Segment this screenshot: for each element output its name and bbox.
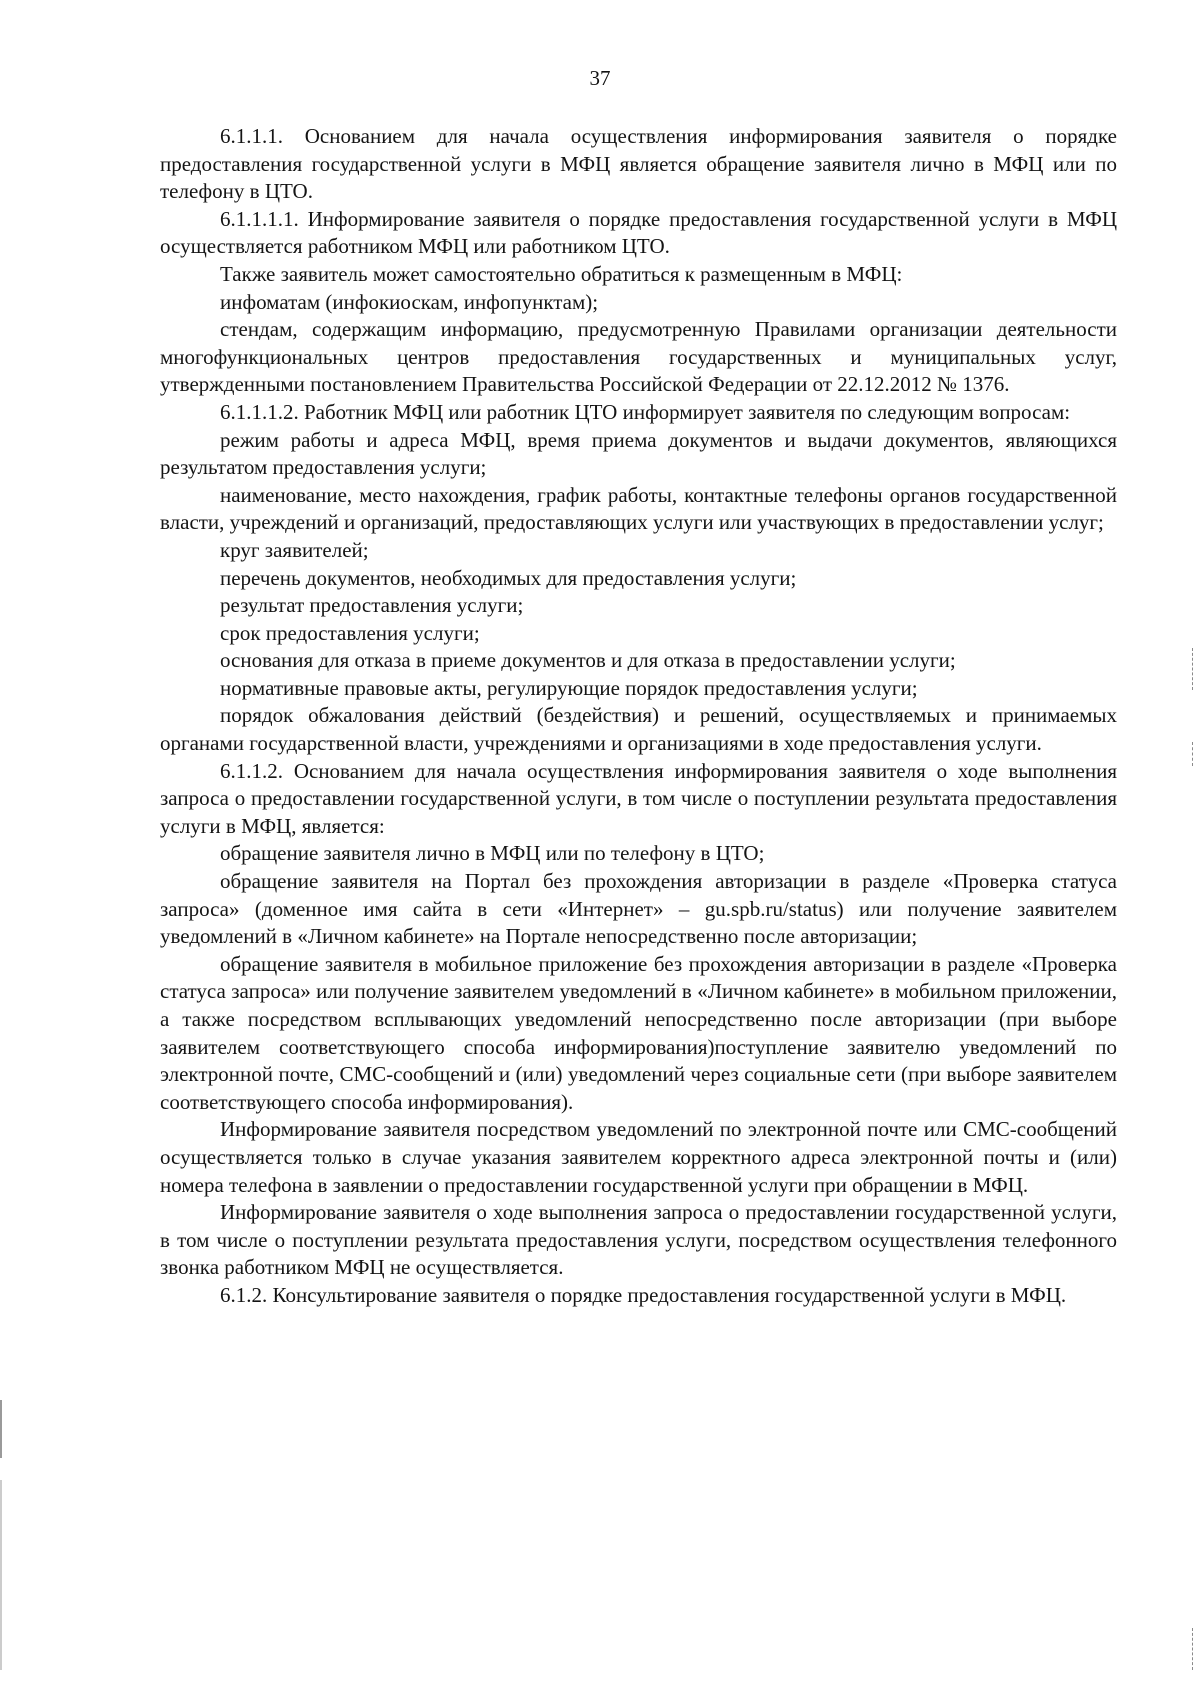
list-item-authorities-contacts: наименование, место нахождения, график работы, контактные телефоны органов государственной власти, учреждений и организаций, предоставляющих услуги или участвующих в предоставлении услуг; <box>160 482 1117 535</box>
list-item-documents: перечень документов, необходимых для предоставления услуги; <box>220 565 797 590</box>
scan-edge-mark <box>1192 1628 1194 1670</box>
paragraph-email-sms: Информирование заявителя посредством уведомлений по электронной почте или СМС-сообщений осуществляется только в случае указания заявителем корректного адреса электронной почты и (или) номера телефона в заявлении о предоставлении государственной услуги при обращении в МФЦ. <box>160 1117 1117 1197</box>
paragraph-6-1-1-1-2: 6.1.1.1.2. Работник МФЦ или работник ЦТО информирует заявителя по следующим вопросам: <box>220 399 1071 424</box>
paragraph-phone-call: Информирование заявителя о ходе выполнения запроса о предоставлении государственной услуги, в том числе о поступлении результата предоставления услуги, посредством осуществления телефонного звонка работником МФЦ не осуществляется. <box>160 1200 1117 1280</box>
list-item-portal: обращение заявителя на Портал без прохождения авторизации в разделе «Проверка статуса запроса» (доменное имя сайта в сети «Интернет» – gu.spb.ru/status) или получение заявителем уведомлений в «Личном кабинете» на Портале непосредственно после авторизации; <box>160 869 1117 949</box>
page-number: 37 <box>589 66 611 90</box>
paragraph-self-service: Также заявитель может самостоятельно обратиться к размещенным в МФЦ: <box>220 261 903 286</box>
list-item-appeal: порядок обжалования действий (бездействия) и решений, осуществляемых и принимаемых органами государственной власти, учреждениями и организациями в ходе предоставления услуги. <box>160 703 1117 756</box>
list-item-term: срок предоставления услуги; <box>220 620 480 645</box>
list-item-personal-request: обращение заявителя лично в МФЦ или по телефону в ЦТО; <box>220 841 765 866</box>
list-item-refusal-grounds: основания для отказа в приеме документов и для отказа в предоставлении услуги; <box>220 648 956 673</box>
paragraph-6-1-2: 6.1.2. Консультирование заявителя о порядке предоставления государственной услуги в МФЦ. <box>220 1282 1067 1307</box>
paragraph-6-1-1-1-1: 6.1.1.1.1. Информирование заявителя о порядке предоставления государственной услуги в МФЦ осуществляется работником МФЦ или работником ЦТО. <box>160 206 1117 259</box>
list-item-stands: стендам, содержащим информацию, предусмотренную Правилами организации деятельности многофункциональных центров предоставления государственных и муниципальных услуг, утвержденными постановлением Правительства Российской Федерации от 22.12.2012 № 1376. <box>160 317 1117 397</box>
scan-edge-mark <box>0 1400 2 1458</box>
list-item-applicants: круг заявителей; <box>220 537 369 562</box>
list-item-work-schedule: режим работы и адреса МФЦ, время приема документов и выдачи документов, являющихся результатом предоставления услуги; <box>160 427 1117 480</box>
paragraph-6-1-1-2: 6.1.1.2. Основанием для начала осуществления информирования заявителя о ходе выполнения запроса о предоставлении государственной услуги, в том числе о поступлении результата предоставления услуги в МФЦ, является: <box>160 758 1117 838</box>
scan-edge-mark <box>1192 742 1194 766</box>
scan-edge-mark <box>0 1480 2 1670</box>
list-item-infomats: инфоматам (инфокиоскам, инфопунктам); <box>220 289 599 314</box>
list-item-result: результат предоставления услуги; <box>220 593 524 618</box>
scan-edge-mark <box>1192 648 1194 690</box>
document-body <box>160 123 1117 1310</box>
list-item-mobile-app: обращение заявителя в мобильное приложение без прохождения авторизации в разделе «Проверка статуса запроса» или получение заявителем уведомлений в «Личном кабинете» в мобильном приложении, а также посредством всплывающих уведомлений непосредственно после авторизации (при выборе заявителем соответствующего способа информирования)поступление заявителю уведомлений по электронной почте, СМС-сообщений и (или) уведомлений через социальные сети (при выборе заявителем соответствующего способа информирования). <box>160 951 1117 1114</box>
paragraph-6-1-1-1: 6.1.1.1. Основанием для начала осуществления информирования заявителя о порядке предоставления государственной услуги в МФЦ является обращение заявителя лично в МФЦ или по телефону в ЦТО. <box>160 124 1117 204</box>
list-item-legal-acts: нормативные правовые акты, регулирующие порядок предоставления услуги; <box>220 675 918 700</box>
